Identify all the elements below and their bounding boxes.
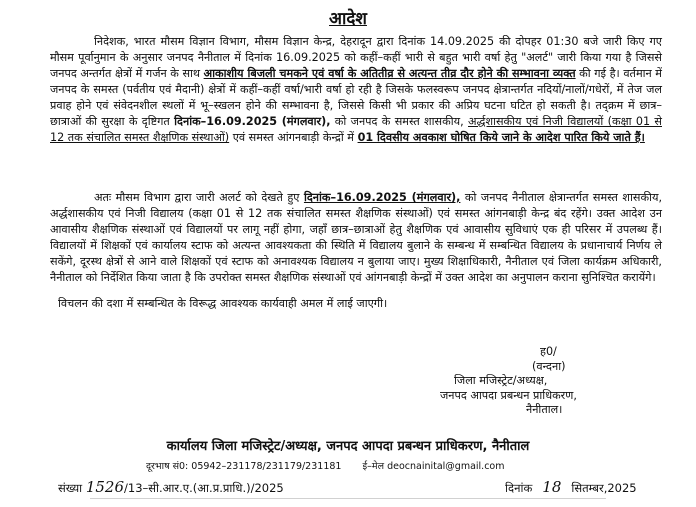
para2-text-2: को जनपद नैनीताल क्षेत्रान्तर्गत समस्त शासकीय, अर्द्धशासकीय एवं निजी विद्यालय (कक्षा 01 से 12 तक संचालित समस्त शैक्षणिक संस्थाओं) एवं समस्त आंगनबाड़ी केन्द्र बंद रहेंगे। उक्त आदेश उन आवासीय शैक्षणिक संस्थाओं एवं विद्यालयों पर लागू नहीं होगा, जहाँ छात्र–छात्राओं हेतु शैक्षणिक एवं आवासीय सुविधाएं एक ही परिसर में उपलब्ध हैं। विद्यालयों में शिक्षकों एवं कार्यालय स्टाफ को अत्यन्त आवश्यकता की स्थिति में विद्यालय बुलाने के सम्बन्ध में सम्बन्धित विद्यालय के प्रधानाचार्य निर्णय ले सकेंगे, दूरस्थ क्षेत्रों से आने वाले शिक्षकों एवं स्टाफ को अनावश्यक विद्यालय न बुलाया जाए। मुख्य शिक्षाधिकारी, नैनीताल एवं जिला कार्यक्रम अधिकारी, नैनीताल को निर्देशित किया जाता है कि उपरोक्त समस्त शैक्षणिक संस्थाओं एवं आंगनबाड़ी केन्द्रों में उक्त आदेश का अनुपालन कराना सुनिश्चित करायेंगे। xyxy=(50,191,663,284)
signatory-place: नैनीताल। xyxy=(526,403,563,417)
email-address: deocnainital@gmail.com xyxy=(387,461,505,472)
office-heading: कार्यालय जिला मजिस्ट्रेट/अध्यक्ष, जनपद आपदा प्रबन्धन प्राधिकरण, नैनीताल xyxy=(166,439,530,454)
para2-text-1: अतः मौसम विभाग द्वारा जारी अलर्ट को देखते हुए xyxy=(94,191,304,204)
email-label: ई–मेल xyxy=(362,461,385,472)
reference-number xyxy=(58,478,284,496)
date-handwritten-day: 18 xyxy=(542,478,562,496)
para1-highlight-lightning: आकाशीय बिजली चमकने एवं वर्षा के अतितीव्र से अत्यन्त तीव्र दौर होने की सम्भावना व्यक्त xyxy=(203,67,576,80)
para1-highlight-holiday: 01 दिवसीय अवकाश घोषित किये जाने के आदेश पारित किये जाते हैं। xyxy=(357,131,645,144)
order-paragraph-2 xyxy=(50,190,662,286)
order-paragraph-3: विचलन की दशा में सम्बन्धित के विरूद्ध आवश्यक कार्यवाही अमल में लाई जाएगी। xyxy=(58,297,388,310)
signature-mark: ह0/ xyxy=(540,345,557,358)
signatory-authority: जनपद आपदा प्रबन्धन प्राधिकरण, xyxy=(440,388,577,402)
signatory-designation: जिला मजिस्ट्रेट/अध्यक्ष, xyxy=(454,374,548,388)
date-label: दिनांक xyxy=(505,481,533,495)
issue-date xyxy=(505,478,637,496)
para1-highlight-schools: अर्द्धशासकीय एवं निजी विद्यालयों (कक्षा 01 से 12 तक संचालित समस्त शैक्षणिक संस्थाओं) xyxy=(50,115,662,144)
para2-highlight-date: दिनांक–16.09.2025 (मंगलवार), xyxy=(303,191,461,204)
para1-text-1: निदेशक, भारत मौसम विज्ञान विभाग, मौसम विज्ञान केन्द्र, देहरादून द्वारा दिनांक 14.09.2025 की दोपहर 01:30 बजे जारी किए गए मौसम पूर्वानुमान के अनुसार जनपद नैनीताल में दिनांक 16.09.2025 को कहीं–कहीं भारी से बहुत भारी वर्षा हेतु "अलर्ट" जारी किया गया है जिससे जनपद अन्तर्गत क्षेत्रों में गर्जन के साथ xyxy=(50,35,662,80)
reference-suffix: /13–सी.आर.ए.(आ.प्र.प्राधि.)/2025 xyxy=(124,481,284,495)
signature-block xyxy=(440,345,640,418)
order-paragraph-1 xyxy=(50,34,662,146)
para1-text-3: को जनपद के समस्त शासकीय, xyxy=(330,115,468,128)
reference-label: संख्या xyxy=(58,481,83,495)
phone-label: दूरभाष सं0: xyxy=(146,461,189,472)
reference-handwritten-number: 1526 xyxy=(85,478,124,496)
date-month-year: सितम्बर,2025 xyxy=(571,481,637,495)
document-title: आदेश xyxy=(329,9,367,29)
page-bottom-divider xyxy=(90,498,606,507)
para1-text-4: एवं समस्त आंगनबाड़ी केन्द्रों में xyxy=(229,131,358,144)
para1-text-2: की गई है। वर्तमान में जनपद के समस्त (पर्वतीय एवं मैदानी) क्षेत्रों में कहीं–कहीं वर्षा/भारी वर्षा हो रही है जिसके फलस्वरूप जनपद क्षेत्रान्तर्गत नदियों/नालों/गधेरों, में तेज जल प्रवाह होने एवं संवेदनशील स्थलों में भू–स्खलन होने की सम्भावना है, जिससे किसी भी प्रकार की अप्रिय घटना घटित हो सकती है। तद्क्रम में छात्र–छात्राओं की सुरक्षा के दृष्टिगत xyxy=(50,67,662,128)
contact-line xyxy=(146,459,505,472)
para1-highlight-date: दिनांक–16.09.2025 (मंगलवार), xyxy=(174,115,331,128)
signatory-name: (वन्दना) xyxy=(532,359,566,373)
phone-numbers: 05942–231178/231179/231181 xyxy=(191,461,342,472)
